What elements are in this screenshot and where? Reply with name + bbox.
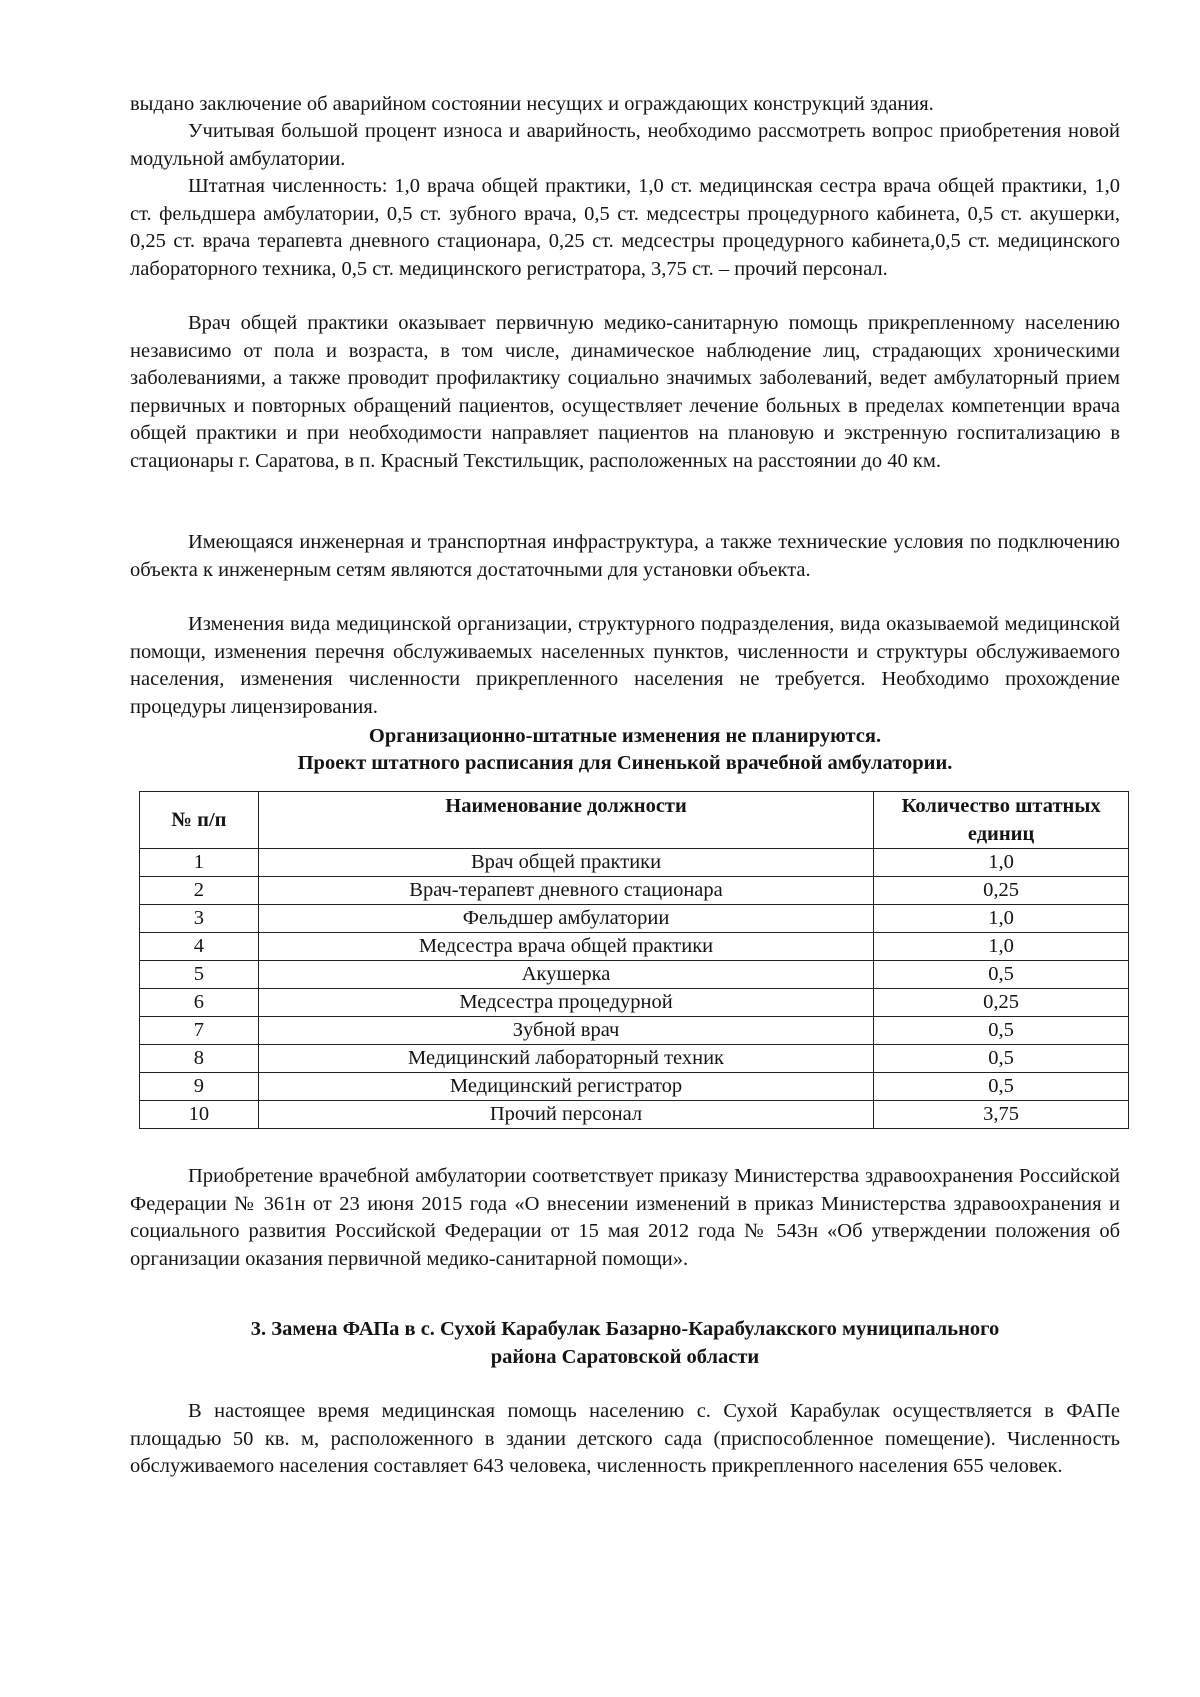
cell-count: 0,25 xyxy=(874,877,1129,905)
paragraph-changes: Изменения вида медицинской организации, структурного подразделения, вида оказываемой медицинской помощи, изменения перечня обслуживаемых населенных пунктов, численности и структуры обслуживаемого населения, изменения численности прикрепленного населения не требуется. Необходимо прохождение процедуры лицензирования. xyxy=(130,613,1120,718)
table-row xyxy=(140,877,1129,905)
table-row xyxy=(140,1045,1129,1073)
table-row xyxy=(140,849,1129,877)
cell-number: 8 xyxy=(140,1045,259,1073)
section-heading-line1: 3. Замена ФАПа в с. Сухой Карабулак Базарно-Карабулакского муниципального xyxy=(250,1318,1000,1340)
cell-number: 7 xyxy=(140,1017,259,1045)
cell-position: Медицинский регистратор xyxy=(258,1073,873,1101)
cell-number: 4 xyxy=(140,933,259,961)
cell-number: 9 xyxy=(140,1073,259,1101)
table-header-row xyxy=(140,792,1129,849)
paragraph-wear: Учитывая большой процент износа и аварийность, необходимо рассмотреть вопрос приобретения новой модульной амбулатории. xyxy=(130,120,1120,170)
cell-position: Зубной врач xyxy=(258,1017,873,1045)
cell-position: Прочий персонал xyxy=(258,1101,873,1129)
cell-number: 2 xyxy=(140,877,259,905)
staff-table xyxy=(139,791,1129,1129)
column-header-position: Наименование должности xyxy=(258,792,873,849)
paragraph-emergency-state: выдано заключение об аварийном состоянии несущих и ограждающих конструкций здания. xyxy=(130,93,934,115)
paragraph-order-compliance: Приобретение врачебной амбулатории соответствует приказу Министерства здравоохранения Российской Федерации № 361н от 23 июня 2015 года «О внесении изменений в приказ Министерства здравоохранения и социального развития Российской Федерации от 15 мая 2012 года № 543н «Об утверждении положения об организации оказания первичной медико-санитарной помощи». xyxy=(130,1165,1120,1270)
cell-number: 1 xyxy=(140,849,259,877)
cell-count: 0,5 xyxy=(874,1017,1129,1045)
cell-count: 1,0 xyxy=(874,933,1129,961)
cell-count: 1,0 xyxy=(874,849,1129,877)
table-row xyxy=(140,905,1129,933)
table-row xyxy=(140,1017,1129,1045)
cell-count: 0,5 xyxy=(874,961,1129,989)
column-header-number: № п/п xyxy=(140,792,259,849)
paragraph-gp-duties: Врач общей практики оказывает первичную медико-санитарную помощь прикрепленному населению независимо от пола и возраста, в том числе, динамическое наблюдение лиц, страдающих хроническими заболеваниями, а также проводит профилактику социально значимых заболеваний, ведет амбулаторный прием первичных и повторных обращений пациентов, осуществляет лечение больных в пределах компетенции врача общей практики и при необходимости направляет пациентов на плановую и экстренную госпитализацию в стационары г. Саратова, в п. Красный Текстильщик, расположенных на расстоянии до 40 км. xyxy=(130,312,1120,472)
cell-count: 0,5 xyxy=(874,1073,1129,1101)
paragraph-current-care: В настоящее время медицинская помощь населению с. Сухой Карабулак осуществляется в ФАПе площадью 50 кв. м, расположенного в здании детского сада (приспособленное помещение). Численность обслуживаемого населения составляет 643 человека, численность прикрепленного населения 655 человек. xyxy=(130,1400,1120,1477)
paragraph-staffing: Штатная численность: 1,0 врача общей практики, 1,0 ст. медицинская сестра врача общей практики, 1,0 ст. фельдшера амбулатории, 0,5 ст. зубного врача, 0,5 ст. медсестры процедурного кабинета, 0,5 ст. акушерки, 0,25 ст. врача терапевта дневного стационара, 0,25 ст. медсестры процедурного кабинета,0,5 ст. медицинского лабораторного техника, 0,5 ст. медицинского регистратора, 3,75 ст. – прочий персонал. xyxy=(130,175,1120,280)
cell-count: 3,75 xyxy=(874,1101,1129,1129)
heading-staff-schedule: Проект штатного расписания для Синенькой врачебной амбулатории. xyxy=(297,752,953,774)
cell-position: Медсестра врача общей практики xyxy=(258,933,873,961)
cell-position: Медсестра процедурной xyxy=(258,989,873,1017)
table-row xyxy=(140,1073,1129,1101)
cell-position: Фельдшер амбулатории xyxy=(258,905,873,933)
cell-count: 0,5 xyxy=(874,1045,1129,1073)
heading-no-changes: Организационно-штатные изменения не планируются. xyxy=(368,725,882,747)
table-row xyxy=(140,933,1129,961)
cell-number: 5 xyxy=(140,961,259,989)
paragraph-infrastructure: Имеющаяся инженерная и транспортная инфраструктура, а также технические условия по подключению объекта к инженерным сетям являются достаточными для установки объекта. xyxy=(130,531,1120,581)
cell-number: 10 xyxy=(140,1101,259,1129)
table-row xyxy=(140,1101,1129,1129)
cell-position: Врач общей практики xyxy=(258,849,873,877)
column-header-count: Количество штатных единиц xyxy=(874,792,1129,849)
table-row xyxy=(140,961,1129,989)
cell-number: 3 xyxy=(140,905,259,933)
cell-count: 0,25 xyxy=(874,989,1129,1017)
section-heading-line2: района Саратовской области xyxy=(490,1346,760,1368)
cell-number: 6 xyxy=(140,989,259,1017)
cell-count: 1,0 xyxy=(874,905,1129,933)
cell-position: Медицинский лабораторный техник xyxy=(258,1045,873,1073)
cell-position: Акушерка xyxy=(258,961,873,989)
cell-position: Врач-терапевт дневного стационара xyxy=(258,877,873,905)
table-row xyxy=(140,989,1129,1017)
